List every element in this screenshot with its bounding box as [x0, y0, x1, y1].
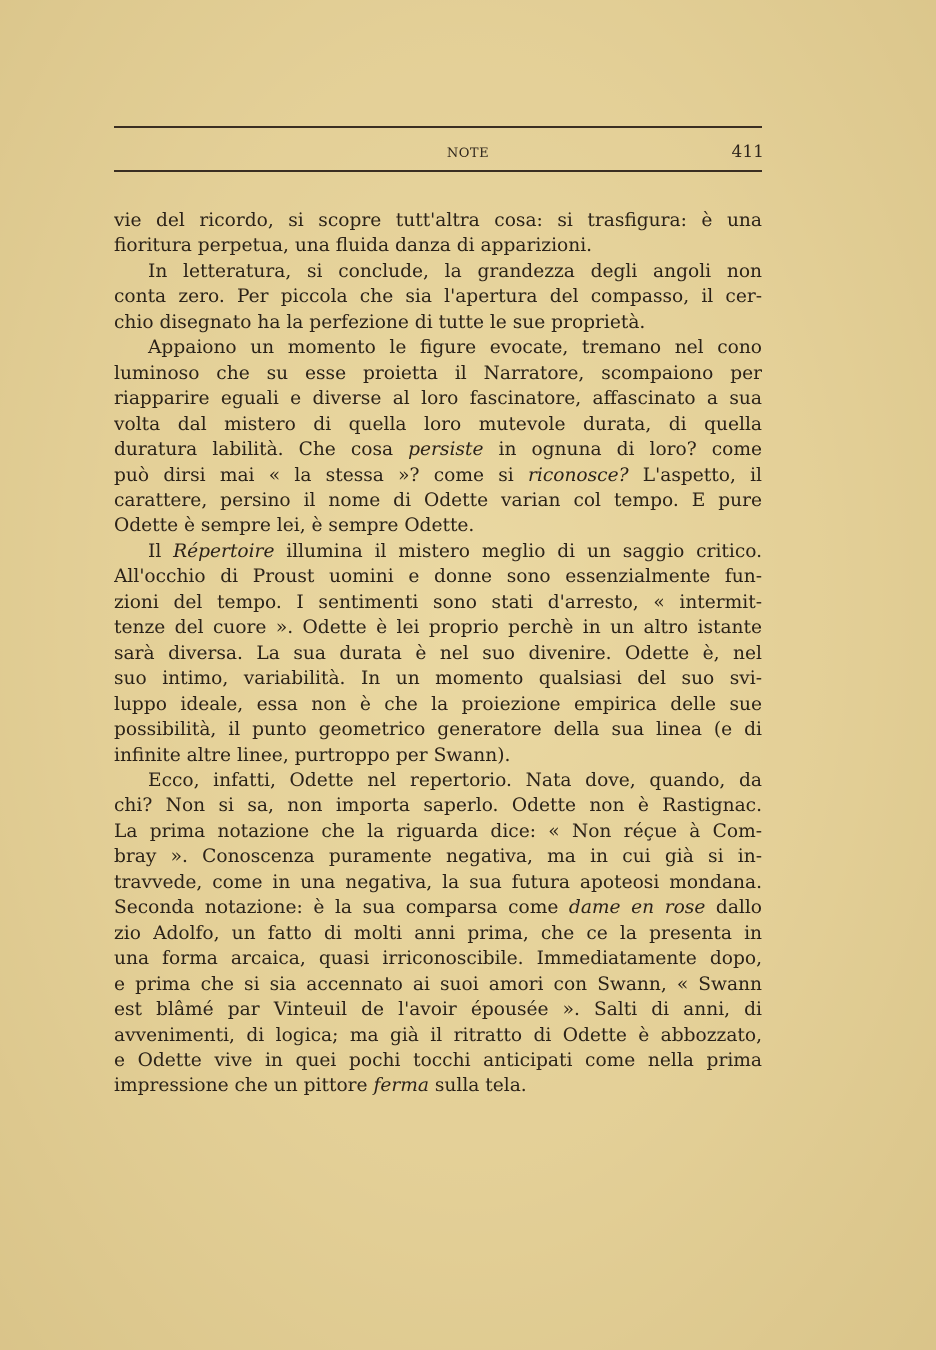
text-segment: chio disegnato ha la perfezione di tutte le sue proprietà. — [114, 311, 646, 333]
header-rule-top — [114, 126, 762, 128]
text-line — [114, 208, 762, 233]
italic-text: Répertoire — [173, 540, 275, 562]
text-line — [114, 997, 762, 1022]
text-line — [114, 921, 762, 946]
text-line — [114, 564, 762, 589]
text-line — [114, 793, 762, 818]
text-line — [114, 870, 762, 895]
text-segment: illumina il mistero meglio di un saggio critico. — [274, 540, 762, 562]
text-segment: Odette è sempre lei, è sempre Odette. — [114, 515, 475, 537]
text-segment: vie del ricordo, si scopre tutt'altra cosa: si trasfigura: è una — [114, 210, 762, 231]
text-segment: carattere, persino il nome di Odette varian col tempo. E pure — [114, 489, 762, 511]
text-line — [114, 513, 762, 538]
text-segment: infinite altre linee, purtroppo per Swann). — [114, 744, 511, 766]
text-line — [114, 361, 762, 386]
text-segment: impressione che un pittore — [114, 1075, 374, 1097]
text-line — [114, 590, 762, 615]
text-line — [114, 1073, 762, 1098]
paragraph — [114, 539, 762, 768]
running-header-title: NOTE — [446, 146, 490, 161]
text-line — [114, 819, 762, 844]
text-segment: La prima notazione che la riguarda dice: « Non réçue à Com- — [114, 820, 762, 842]
text-segment: fioritura perpetua, una fluida danza di apparizioni. — [114, 235, 593, 257]
text-line — [114, 1023, 762, 1048]
text-segment: est blâmé par Vinteuil de l'avoir épousée ». Salti di anni, di — [114, 999, 762, 1021]
paragraph — [114, 335, 762, 539]
text-segment: zio Adolfo, un fatto di molti anni prima, che ce la presenta in — [114, 922, 762, 944]
paragraph — [114, 768, 762, 1099]
italic-text: ferma — [373, 1075, 429, 1097]
italic-text: riconosce? — [528, 464, 629, 486]
text-segment: luppo ideale, essa non è che la proiezione empirica delle sue — [114, 693, 762, 715]
text-segment: tenze del cuore ». Odette è lei proprio perchè in un altro istante — [114, 617, 762, 639]
text-segment: All'occhio di Proust uomini e donne sono essenzialmente fun- — [114, 566, 762, 588]
text-segment: Ecco, infatti, Odette nel repertorio. Nata dove, quando, da — [148, 769, 762, 791]
text-line — [114, 488, 762, 513]
text-segment: può dirsi mai « la stessa »? come si — [114, 464, 528, 486]
text-line — [114, 437, 762, 462]
text-segment: possibilità, il punto geometrico generatore della sua linea (e di — [114, 719, 762, 741]
text-line — [114, 412, 762, 437]
text-line — [114, 768, 762, 793]
text-line — [114, 1048, 762, 1073]
text-line — [114, 641, 762, 666]
text-line — [114, 692, 762, 717]
italic-text: dame en rose — [568, 897, 706, 919]
text-line — [114, 539, 762, 564]
text-line — [114, 463, 762, 488]
text-segment: Il — [148, 540, 174, 562]
text-segment: L'aspetto, il — [628, 464, 762, 486]
text-segment: riapparire eguali e diverse al loro fascinatore, affascinato a sua — [114, 388, 762, 410]
text-line — [114, 717, 762, 742]
text-segment: volta dal mistero di quella loro mutevole durata, di quella — [114, 413, 762, 435]
text-line — [114, 743, 762, 768]
text-line — [114, 844, 762, 869]
text-line — [114, 284, 762, 309]
text-segment: zioni del tempo. I sentimenti sono stati d'arresto, « intermit- — [114, 591, 762, 613]
text-line — [114, 895, 762, 920]
text-line — [114, 335, 762, 360]
text-segment: conta zero. Per piccola che sia l'apertura del compasso, il cer- — [114, 286, 762, 308]
header-rule-bottom — [114, 170, 762, 172]
text-segment: Appaiono un momento le figure evocate, tremano nel cono — [148, 337, 762, 359]
text-segment: duratura labilità. Che cosa — [114, 439, 409, 461]
text-line — [114, 946, 762, 971]
text-segment: travvede, come in una negativa, la sua futura apoteosi mondana. — [114, 871, 762, 893]
text-segment: suo intimo, variabilità. In un momento qualsiasi del suo svi- — [114, 668, 762, 690]
text-segment: una forma arcaica, quasi irriconoscibile. Immediatamente dopo, — [114, 948, 762, 970]
text-segment: sarà diversa. La sua durata è nel suo divenire. Odette è, nel — [114, 642, 762, 664]
text-line — [114, 666, 762, 691]
text-segment: In letteratura, si conclude, la grandezza degli angoli non — [148, 260, 762, 282]
text-line — [114, 233, 762, 258]
text-line — [114, 615, 762, 640]
paragraph — [114, 259, 762, 335]
text-segment: in ognuna di loro? come — [483, 439, 762, 461]
text-segment: e prima che si sia accennato ai suoi amori con Swann, « Swann — [114, 973, 762, 995]
text-segment: e Odette vive in quei pochi tocchi anticipati come nella prima — [114, 1049, 762, 1071]
text-line — [114, 310, 762, 335]
paragraph — [114, 208, 762, 259]
text-line — [114, 972, 762, 997]
body-text — [114, 208, 762, 1099]
text-segment: luminoso che su esse proietta il Narratore, scompaiono per — [114, 362, 762, 384]
text-segment: Seconda notazione: è la sua comparsa come — [114, 897, 569, 919]
italic-text: persiste — [408, 439, 484, 461]
text-segment: bray ». Conoscenza puramente negativa, ma in cui già si in- — [114, 846, 762, 868]
text-segment: chi? Non si sa, non importa saperlo. Odette non è Rastignac. — [114, 795, 762, 817]
text-line — [114, 259, 762, 284]
text-segment: dallo — [705, 897, 762, 919]
page-number: 411 — [731, 142, 764, 162]
text-line — [114, 386, 762, 411]
text-segment: sulla tela. — [428, 1075, 527, 1097]
text-segment: avvenimenti, di logica; ma già il ritratto di Odette è abbozzato, — [114, 1024, 762, 1046]
